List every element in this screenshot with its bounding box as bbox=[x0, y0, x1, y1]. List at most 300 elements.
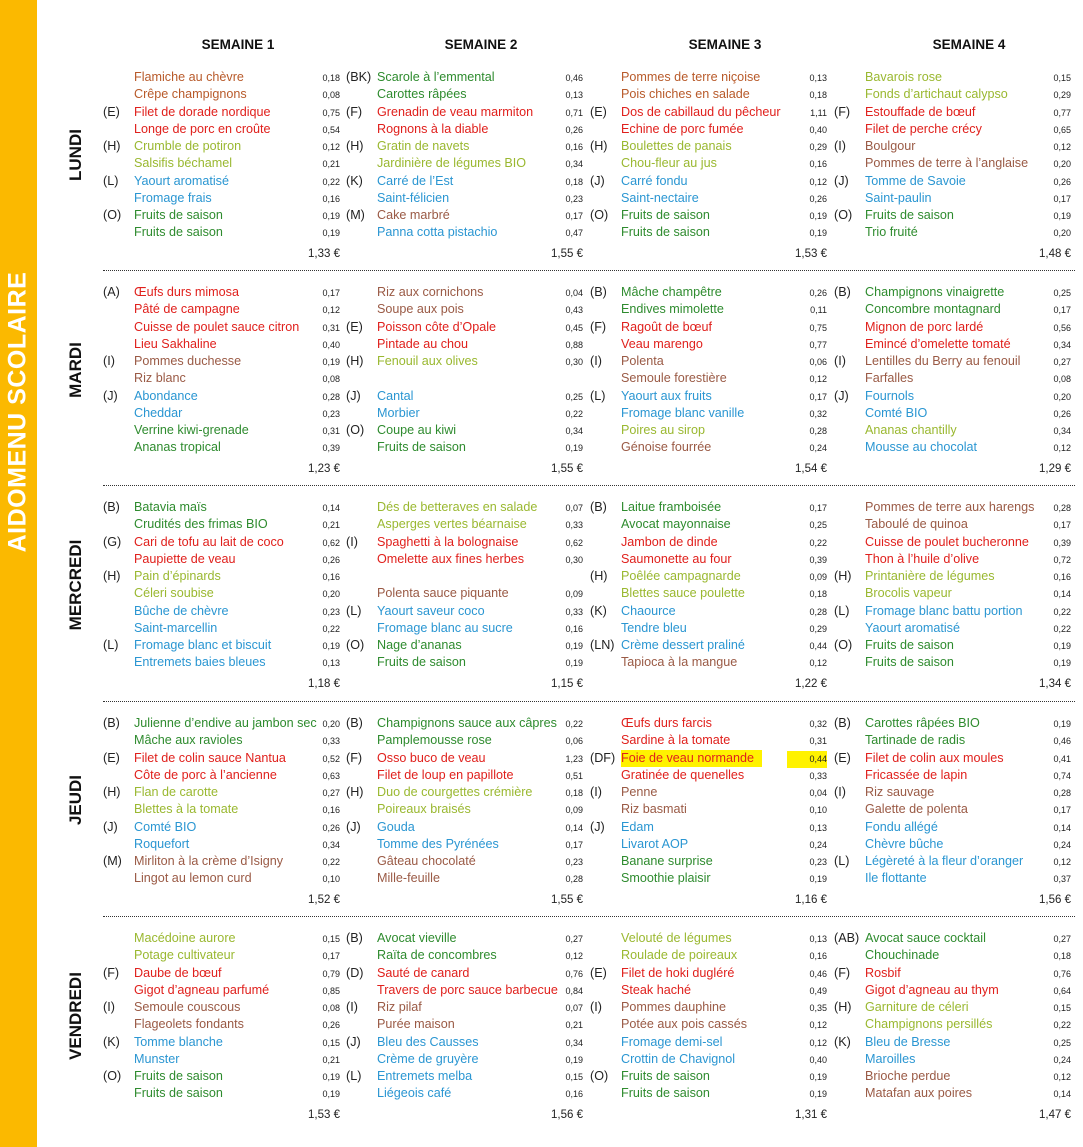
day-total: 1,53 € bbox=[308, 1109, 340, 1121]
dish-price: 0,19 bbox=[809, 228, 827, 239]
dish-price: 0,52 bbox=[322, 753, 340, 764]
dish-price: 0,21 bbox=[565, 1020, 583, 1031]
menu-item bbox=[590, 715, 827, 732]
menu-item bbox=[103, 568, 340, 585]
dish-name: Cheddar bbox=[134, 405, 183, 420]
dish-price: 0,22 bbox=[565, 719, 583, 729]
menu-item bbox=[346, 207, 583, 224]
dish-price: 0,12 bbox=[809, 374, 827, 385]
menu-item bbox=[590, 965, 827, 982]
dish-name: Maroilles bbox=[865, 1051, 916, 1066]
dish-name: Cantal bbox=[377, 388, 414, 403]
menu-item bbox=[103, 224, 340, 241]
menu-item bbox=[590, 620, 827, 637]
allergen-code: (E) bbox=[590, 104, 607, 119]
allergen-code: (H) bbox=[346, 785, 364, 799]
dish-price: 0,25 bbox=[565, 391, 583, 402]
dish-price: 0,19 bbox=[1053, 719, 1071, 729]
dish-name: Scarole à l’emmental bbox=[377, 70, 495, 84]
dish-price: 0,04 bbox=[809, 788, 827, 798]
menu-item bbox=[834, 947, 1071, 964]
dish-name: Chèvre bûche bbox=[865, 836, 944, 851]
dish-price: 0,27 bbox=[322, 788, 340, 798]
dish-name: Saumonette au four bbox=[621, 551, 732, 566]
dish-name: Purée maison bbox=[377, 1017, 455, 1032]
dish-name: Longe de porc en croûte bbox=[134, 121, 271, 136]
menu-item bbox=[590, 1068, 827, 1085]
menu-item bbox=[590, 930, 827, 947]
menu-item bbox=[590, 568, 827, 585]
allergen-code: (K) bbox=[834, 1034, 851, 1049]
dish-name: Omelette aux fines herbes bbox=[377, 551, 525, 566]
dish-name: Crudités des frimas BIO bbox=[134, 517, 268, 532]
day-total: 1,29 € bbox=[1039, 463, 1071, 475]
dish-price: 0,16 bbox=[565, 142, 583, 152]
allergen-code: (B) bbox=[103, 716, 120, 730]
menu-item bbox=[103, 499, 340, 516]
dish-name: Carré de l’Est bbox=[377, 173, 454, 188]
dish-name: Fruits de saison bbox=[621, 1086, 710, 1101]
menu-item bbox=[346, 819, 583, 836]
dish-name: Fromage demi-sel bbox=[621, 1034, 723, 1049]
dish-price: 0,26 bbox=[322, 822, 340, 833]
dish-name: Gouda bbox=[377, 819, 415, 834]
dish-price: 0,13 bbox=[809, 934, 827, 944]
dish-name: Champignons sauce aux câpres bbox=[377, 716, 557, 730]
menu-item bbox=[346, 637, 583, 654]
dish-price: 0,49 bbox=[809, 985, 827, 996]
dish-name: Bleu des Causses bbox=[377, 1034, 479, 1049]
dish-name: Fonds d’artichaut calypso bbox=[865, 87, 1008, 102]
dish-price: 0,76 bbox=[1053, 968, 1071, 979]
dish-name: Fricassée de lapin bbox=[865, 767, 968, 782]
dish-name: Munster bbox=[134, 1051, 180, 1066]
dish-name: Salsifis béchamel bbox=[134, 156, 232, 171]
allergen-code: (L) bbox=[834, 603, 850, 618]
dish-price: 0,26 bbox=[322, 1020, 340, 1031]
dish-name: Pommes de terre niçoise bbox=[621, 70, 761, 84]
dish-price: 0,17 bbox=[565, 211, 583, 221]
dish-name: Verrine kiwi-grenade bbox=[134, 423, 249, 437]
dish-name: Œufs durs mimosa bbox=[134, 285, 239, 299]
menu-item bbox=[103, 301, 340, 318]
dish-price: 0,29 bbox=[1053, 90, 1071, 101]
dish-price: 0,26 bbox=[1053, 408, 1071, 419]
dish-name: Mille-feuille bbox=[377, 871, 440, 886]
allergen-code: (M) bbox=[103, 854, 122, 868]
dish-price: 0,17 bbox=[322, 951, 340, 962]
dish-price: 0,23 bbox=[322, 408, 340, 419]
dish-name: Lieu Sakhaline bbox=[134, 336, 217, 351]
dish-name: Cuisse de poulet sauce citron bbox=[134, 319, 300, 334]
dish-name: Comté BIO bbox=[134, 819, 197, 834]
dish-name: Rosbif bbox=[865, 965, 901, 980]
menu-item bbox=[346, 319, 583, 336]
dish-name: Céleri soubise bbox=[134, 586, 214, 601]
dish-name: Cuisse de poulet bucheronne bbox=[865, 534, 1029, 549]
dish-price: 0,88 bbox=[565, 339, 583, 350]
dish-name: Saint-paulin bbox=[865, 190, 932, 205]
menu-item bbox=[590, 439, 827, 456]
allergen-code: (J) bbox=[834, 173, 849, 188]
dish-price: 0,27 bbox=[1053, 357, 1071, 367]
menu-item bbox=[834, 284, 1071, 301]
menu-item bbox=[103, 207, 340, 224]
dish-price: 0,51 bbox=[565, 770, 583, 781]
menu-item bbox=[346, 284, 583, 301]
dish-price: 0,19 bbox=[322, 641, 340, 651]
menu-item bbox=[590, 1016, 827, 1033]
dish-name: Ile flottante bbox=[865, 871, 927, 886]
dish-name: Spaghetti à la bolognaise bbox=[377, 534, 519, 549]
menu-item bbox=[103, 870, 340, 887]
dish-price: 0,22 bbox=[1053, 623, 1071, 634]
allergen-code: (A) bbox=[103, 285, 120, 299]
allergen-code: (G) bbox=[103, 534, 122, 549]
menu-item bbox=[590, 86, 827, 103]
menu-item bbox=[834, 836, 1071, 853]
allergen-code: (H) bbox=[834, 1000, 852, 1014]
day-total: 1,15 € bbox=[551, 678, 583, 690]
dish-name: Chou-fleur au jus bbox=[621, 156, 717, 171]
day-total: 1,33 € bbox=[308, 248, 340, 260]
dish-name: Jardinière de légumes BIO bbox=[377, 156, 527, 171]
dish-name: Roulade de poireaux bbox=[621, 948, 738, 963]
menu-item bbox=[103, 86, 340, 103]
allergen-code: (H) bbox=[590, 569, 608, 583]
menu-item bbox=[834, 585, 1071, 602]
menu-item bbox=[834, 319, 1071, 336]
dish-price: 0,16 bbox=[565, 623, 583, 634]
menu-item bbox=[346, 534, 583, 551]
dish-name: Rognons à la diable bbox=[377, 121, 489, 136]
dish-name: Potage cultivateur bbox=[134, 948, 235, 963]
dish-price: 0,21 bbox=[322, 1054, 340, 1065]
menu-item bbox=[590, 585, 827, 602]
dish-name: Côte de porc à l’ancienne bbox=[134, 767, 277, 782]
menu-item bbox=[590, 836, 827, 853]
allergen-code: (K) bbox=[590, 603, 607, 618]
day-total: 1,48 € bbox=[1039, 248, 1071, 260]
dish-price: 0,54 bbox=[322, 124, 340, 135]
dish-price: 0,46 bbox=[565, 73, 583, 83]
allergen-code: (I) bbox=[834, 785, 846, 799]
dish-price: 0,15 bbox=[1053, 1003, 1071, 1013]
dish-price: 0,85 bbox=[322, 985, 340, 996]
dish-name: Poêlée campagnarde bbox=[621, 569, 741, 583]
dish-price: 0,08 bbox=[1053, 374, 1071, 385]
dish-price: 0,28 bbox=[1053, 788, 1071, 798]
allergen-code: (L) bbox=[834, 854, 850, 868]
menu-item bbox=[346, 224, 583, 241]
menu-item bbox=[590, 284, 827, 301]
page-title: AIDOMENU SCOLAIRE bbox=[3, 271, 32, 553]
dish-price: 0,77 bbox=[1053, 107, 1071, 118]
allergen-code: (E) bbox=[590, 965, 607, 980]
dish-price: 0,25 bbox=[1053, 288, 1071, 298]
allergen-code: (E) bbox=[103, 104, 120, 119]
dish-name: Penne bbox=[621, 785, 658, 799]
menu-item bbox=[834, 1034, 1071, 1051]
menu-item bbox=[346, 121, 583, 138]
dish-name: Mousse au chocolat bbox=[865, 440, 978, 455]
dish-price: 0,44 bbox=[809, 641, 827, 651]
menu-item bbox=[346, 173, 583, 190]
dish-price: 0,47 bbox=[565, 228, 583, 239]
dish-name: Carottes râpées bbox=[377, 87, 467, 102]
dish-name: Mignon de porc lardé bbox=[865, 319, 984, 334]
allergen-code: (O) bbox=[834, 638, 853, 652]
dish-price: 0,28 bbox=[565, 874, 583, 885]
allergen-code: (D) bbox=[346, 965, 364, 980]
dish-name: Soupe aux pois bbox=[377, 302, 464, 317]
dish-price: 1,11 bbox=[810, 107, 827, 118]
dish-price: 0,13 bbox=[809, 822, 827, 833]
dish-price: 0,19 bbox=[565, 641, 583, 651]
dish-price: 0,18 bbox=[565, 788, 583, 798]
dish-name: Panna cotta pistachio bbox=[377, 225, 498, 240]
menu-item bbox=[590, 637, 827, 654]
dish-name: Emincé d’omelette tomaté bbox=[865, 336, 1011, 351]
menu-item bbox=[103, 767, 340, 784]
dish-name: Gâteau chocolaté bbox=[377, 854, 476, 868]
dish-name: Fruits de saison bbox=[865, 655, 954, 670]
dish-name: Fromage blanc vanille bbox=[621, 405, 745, 420]
dish-price: 0,16 bbox=[1053, 572, 1071, 582]
menu-item bbox=[834, 1085, 1071, 1102]
allergen-code: (L) bbox=[346, 1069, 362, 1083]
menu-item bbox=[103, 121, 340, 138]
dish-name: Potée aux pois cassés bbox=[621, 1017, 748, 1032]
menu-item bbox=[834, 637, 1071, 654]
menu-item bbox=[834, 353, 1071, 370]
dish-name: Entremets baies bleues bbox=[134, 655, 266, 670]
dish-price: 0,12 bbox=[809, 1020, 827, 1031]
dish-name: Nage d’ananas bbox=[377, 638, 462, 652]
menu-item bbox=[834, 388, 1071, 405]
dish-name: Flageolets fondants bbox=[134, 1017, 244, 1032]
dish-price: 0,10 bbox=[322, 874, 340, 885]
dish-price: 0,17 bbox=[1053, 193, 1071, 204]
menu-item bbox=[103, 319, 340, 336]
week-header-4: SEMAINE 4 bbox=[932, 37, 1006, 52]
menu-item bbox=[590, 207, 827, 224]
menu-item bbox=[103, 853, 340, 870]
dish-price: 0,21 bbox=[322, 159, 340, 170]
dish-price: 0,24 bbox=[1053, 839, 1071, 850]
menu-item bbox=[346, 301, 583, 318]
dish-name: Osso buco de veau bbox=[377, 750, 486, 765]
dish-name: Sauté de canard bbox=[377, 965, 470, 980]
dish-name: Fromage blanc battu portion bbox=[865, 603, 1023, 618]
menu-item bbox=[103, 336, 340, 353]
day-total: 1,18 € bbox=[308, 678, 340, 690]
dish-name: Fruits de saison bbox=[865, 638, 954, 652]
dish-price: 0,07 bbox=[565, 503, 583, 513]
menu-item bbox=[590, 224, 827, 241]
menu-item bbox=[346, 353, 583, 370]
week-header-3: SEMAINE 3 bbox=[688, 37, 762, 52]
allergen-code: (LN) bbox=[590, 638, 615, 652]
dish-name: Fruits de saison bbox=[134, 208, 223, 222]
menu-item bbox=[590, 405, 827, 422]
dish-price: 0,26 bbox=[322, 554, 340, 565]
dish-price: 0,19 bbox=[809, 211, 827, 221]
menu-item bbox=[103, 801, 340, 818]
menu-item bbox=[590, 801, 827, 818]
dish-name: Semoule forestière bbox=[621, 371, 727, 386]
dish-name: Cake marbré bbox=[377, 208, 450, 222]
menu-item bbox=[346, 104, 583, 121]
menu-item bbox=[834, 301, 1071, 318]
dish-price: 0,09 bbox=[565, 589, 583, 600]
day-total: 1,52 € bbox=[308, 894, 340, 906]
allergen-code: (I) bbox=[590, 1000, 602, 1014]
dish-price: 0,34 bbox=[565, 426, 583, 436]
dish-name: Sardine à la tomate bbox=[621, 733, 731, 748]
menu-item bbox=[590, 516, 827, 533]
dish-name: Ananas chantilly bbox=[865, 423, 957, 437]
dish-name: Lingot au lemon curd bbox=[134, 871, 252, 886]
dish-name: Champignons vinaigrette bbox=[865, 285, 1005, 299]
allergen-code: (J) bbox=[103, 388, 118, 403]
menu-item bbox=[590, 870, 827, 887]
menu-item bbox=[590, 999, 827, 1016]
dish-price: 0,26 bbox=[1053, 176, 1071, 187]
dish-name: Champignons persillés bbox=[865, 1017, 993, 1032]
dish-name: Filet de colin aux moules bbox=[865, 750, 1004, 765]
dish-name: Matafan aux poires bbox=[865, 1086, 973, 1101]
dish-price: 0,34 bbox=[322, 839, 340, 850]
dish-price: 0,32 bbox=[809, 408, 827, 419]
dish-price: 0,19 bbox=[565, 1054, 583, 1065]
dish-price: 0,14 bbox=[565, 822, 583, 833]
dish-name: Taboulé de quinoa bbox=[865, 517, 968, 532]
dish-name: Gigot d’agneau parfumé bbox=[134, 982, 270, 997]
menu-item bbox=[346, 767, 583, 784]
dish-price: 0,19 bbox=[809, 1089, 827, 1100]
menu-item bbox=[346, 155, 583, 172]
dish-name: Travers de porc sauce barbecue bbox=[377, 982, 558, 997]
dish-price: 0,14 bbox=[322, 503, 340, 513]
menu-item bbox=[103, 603, 340, 620]
dish-price: 0,31 bbox=[322, 322, 340, 333]
dish-name: Pommes dauphine bbox=[621, 1000, 727, 1014]
dish-name: Tendre bleu bbox=[621, 620, 687, 635]
menu-item bbox=[590, 767, 827, 784]
allergen-code: (J) bbox=[103, 819, 118, 834]
dish-name: Saint-félicien bbox=[377, 190, 450, 205]
dish-price: 0,06 bbox=[809, 357, 827, 367]
dish-price: 0,32 bbox=[809, 719, 827, 729]
menu-item bbox=[346, 1085, 583, 1102]
dish-name: Boulgour bbox=[865, 139, 916, 153]
menu-item bbox=[103, 551, 340, 568]
menu-item bbox=[590, 104, 827, 121]
dish-name: Avocat sauce cocktail bbox=[865, 931, 986, 945]
menu-item bbox=[590, 947, 827, 964]
allergen-code: (AB) bbox=[834, 931, 860, 945]
dish-price: 0,23 bbox=[322, 606, 340, 617]
dish-price: 0,75 bbox=[322, 107, 340, 118]
dish-name: Livarot AOP bbox=[621, 836, 689, 851]
menu-item bbox=[834, 767, 1071, 784]
day-label-vendredi: VENDREDI bbox=[66, 972, 85, 1060]
menu-item bbox=[346, 620, 583, 637]
dish-price: 0,24 bbox=[1053, 1054, 1071, 1065]
menu-item bbox=[834, 405, 1071, 422]
dish-name: Légèreté à la fleur d’oranger bbox=[865, 854, 1024, 868]
menu-item bbox=[346, 732, 583, 749]
menu-item bbox=[346, 715, 583, 732]
allergen-code: (J) bbox=[834, 388, 849, 403]
allergen-code: (F) bbox=[346, 750, 363, 765]
menu-item bbox=[346, 750, 583, 767]
menu-item bbox=[103, 439, 340, 456]
dish-name: Jambon de dinde bbox=[621, 534, 718, 549]
menu-item bbox=[103, 585, 340, 602]
dish-price: 0,22 bbox=[1053, 606, 1071, 617]
dish-price: 0,17 bbox=[322, 288, 340, 298]
menu-item bbox=[103, 370, 340, 387]
menu-item bbox=[103, 930, 340, 947]
dish-name: Dés de betteraves en salade bbox=[377, 500, 538, 514]
dish-price: 0,20 bbox=[1053, 391, 1071, 402]
dish-price: 0,12 bbox=[322, 142, 340, 152]
dish-price: 0,76 bbox=[565, 968, 583, 979]
allergen-code: (J) bbox=[346, 819, 361, 834]
allergen-code: (B) bbox=[103, 500, 120, 514]
dish-price: 0,14 bbox=[1053, 1089, 1071, 1100]
dish-name: Chouchinade bbox=[865, 948, 940, 963]
allergen-code: (I) bbox=[103, 354, 115, 368]
dish-price: 0,34 bbox=[565, 1037, 583, 1048]
menu-item bbox=[103, 284, 340, 301]
dish-price: 0,18 bbox=[809, 90, 827, 101]
dish-name: Fenouil aux olives bbox=[377, 354, 478, 368]
dish-price: 0,27 bbox=[1053, 934, 1071, 944]
dish-price: 0,12 bbox=[1053, 443, 1071, 454]
dish-name: Batavia maïs bbox=[134, 500, 207, 514]
dish-price: 0,13 bbox=[565, 90, 583, 101]
menu-item bbox=[590, 750, 827, 767]
dish-price: 0,46 bbox=[809, 968, 827, 979]
dish-price: 0,18 bbox=[565, 176, 583, 187]
menu-item bbox=[834, 801, 1071, 818]
menu-item bbox=[834, 784, 1071, 801]
dish-name: Crumble de potiron bbox=[134, 139, 242, 153]
dish-name: Saint-nectaire bbox=[621, 190, 699, 205]
allergen-code: (B) bbox=[346, 931, 363, 945]
allergen-code: (F) bbox=[346, 104, 363, 119]
dish-price: 0,16 bbox=[809, 159, 827, 170]
menu-item bbox=[834, 336, 1071, 353]
dish-name: Macédoine aurore bbox=[134, 931, 236, 945]
dish-price: 0,74 bbox=[1053, 770, 1071, 781]
menu-item bbox=[834, 819, 1071, 836]
dish-price: 0,10 bbox=[809, 805, 827, 816]
dish-name: Julienne d’endive au jambon sec bbox=[134, 716, 317, 730]
dish-name: Avocat mayonnaise bbox=[621, 517, 731, 532]
allergen-code: (I) bbox=[834, 354, 846, 368]
allergen-code: (I) bbox=[346, 1000, 358, 1014]
allergen-code: (I) bbox=[103, 1000, 115, 1014]
allergen-code: (F) bbox=[834, 965, 851, 980]
menu-item bbox=[346, 138, 583, 155]
menu-item bbox=[590, 1034, 827, 1051]
menu-item bbox=[346, 568, 583, 585]
menu-item bbox=[590, 784, 827, 801]
